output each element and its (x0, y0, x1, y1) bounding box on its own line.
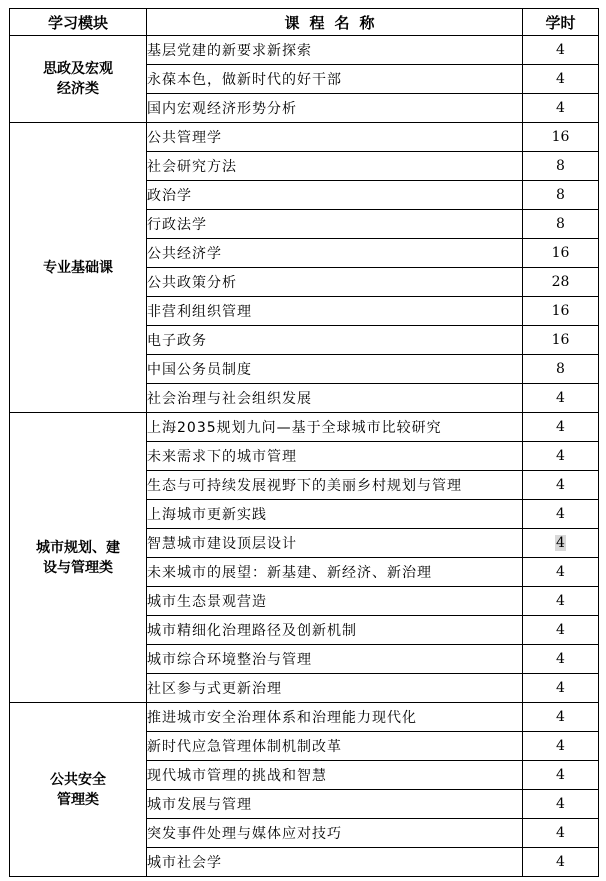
hours-value: 4 (556, 42, 565, 58)
hours-cell (523, 500, 599, 529)
hours-cell (523, 790, 599, 819)
hours-cell (523, 616, 599, 645)
module-cell (10, 36, 147, 123)
hours-value: 8 (556, 361, 565, 377)
course-name-cell: 永葆本色，做新时代的好干部 (147, 65, 523, 94)
module-name-line: 设与管理类 (43, 559, 113, 576)
course-name-cell: 公共管理学 (147, 123, 523, 152)
module-cell (10, 413, 147, 703)
hours-cell (523, 732, 599, 761)
course-name-cell: 上海城市更新实践 (147, 500, 523, 529)
hours-value: 4 (556, 419, 565, 435)
course-name-cell: 行政法学 (147, 210, 523, 239)
hours-value: 4 (556, 100, 565, 116)
hours-cell (523, 587, 599, 616)
course-name-cell: 城市精细化治理路径及创新机制 (147, 616, 523, 645)
course-name-cell: 公共政策分析 (147, 268, 523, 297)
course-name-cell: 电子政务 (147, 326, 523, 355)
table-body (10, 36, 599, 877)
hours-cell (523, 848, 599, 877)
hours-cell (523, 558, 599, 587)
hours-cell (523, 36, 599, 65)
hours-value: 4 (556, 506, 565, 522)
hours-value: 4 (556, 535, 565, 551)
hours-cell (523, 239, 599, 268)
hours-value: 4 (556, 622, 565, 638)
curriculum-table (9, 8, 599, 877)
course-name-cell: 城市综合环境整治与管理 (147, 645, 523, 674)
hours-value: 16 (551, 332, 570, 348)
hours-value: 4 (556, 767, 565, 783)
hours-value: 4 (556, 651, 565, 667)
hours-value: 4 (556, 738, 565, 754)
course-name-cell: 城市发展与管理 (147, 790, 523, 819)
course-name-cell: 政治学 (147, 181, 523, 210)
course-name-cell: 公共经济学 (147, 239, 523, 268)
hours-cell (523, 529, 599, 558)
module-cell (10, 123, 147, 413)
hours-cell (523, 268, 599, 297)
course-name-cell: 未来城市的展望：新基建、新经济、新治理 (147, 558, 523, 587)
hours-cell (523, 181, 599, 210)
hours-value: 4 (556, 448, 565, 464)
hours-value: 8 (556, 158, 565, 174)
hours-cell (523, 210, 599, 239)
hours-value: 4 (556, 477, 565, 493)
hours-cell (523, 65, 599, 94)
module-cell (10, 703, 147, 877)
course-name-cell: 社会研究方法 (147, 152, 523, 181)
hours-cell (523, 123, 599, 152)
hours-value: 4 (556, 796, 565, 812)
header-row (10, 9, 599, 36)
course-name-cell: 城市生态景观营造 (147, 587, 523, 616)
course-name-cell: 突发事件处理与媒体应对技巧 (147, 819, 523, 848)
hours-value: 4 (556, 390, 565, 406)
hours-cell (523, 384, 599, 413)
hours-value: 4 (556, 71, 565, 87)
hours-cell (523, 703, 599, 732)
hours-cell (523, 152, 599, 181)
header-module: 学习模块 (10, 9, 147, 36)
table-row (10, 703, 599, 732)
course-name-cell: 未来需求下的城市管理 (147, 442, 523, 471)
course-name-cell: 基层党建的新要求新探索 (147, 36, 523, 65)
course-name-cell: 社区参与式更新治理 (147, 674, 523, 703)
module-name-line: 公共安全 (50, 771, 106, 788)
course-name-cell: 国内宏观经济形势分析 (147, 94, 523, 123)
hours-value: 4 (556, 680, 565, 696)
module-name-line: 专业基础课 (43, 259, 113, 276)
course-name-cell: 上海2035规划九问—基于全球城市比较研究 (147, 413, 523, 442)
hours-cell (523, 645, 599, 674)
course-name-cell: 中国公务员制度 (147, 355, 523, 384)
course-name-cell: 现代城市管理的挑战和智慧 (147, 761, 523, 790)
hours-value: 4 (556, 564, 565, 580)
module-name-line: 城市规划、建 (36, 539, 120, 556)
header-hours: 学时 (523, 9, 599, 36)
course-name-cell: 非营利组织管理 (147, 297, 523, 326)
hours-value: 4 (556, 825, 565, 841)
hours-value: 16 (551, 303, 570, 319)
hours-cell (523, 413, 599, 442)
course-name-cell: 社会治理与社会组织发展 (147, 384, 523, 413)
module-name-line: 经济类 (57, 81, 99, 97)
hours-value: 4 (556, 593, 565, 609)
hours-value: 16 (551, 129, 570, 145)
hours-cell (523, 442, 599, 471)
course-name-cell: 智慧城市建设顶层设计 (147, 529, 523, 558)
hours-cell (523, 471, 599, 500)
hours-cell (523, 326, 599, 355)
table-row (10, 36, 599, 65)
table-row (10, 123, 599, 152)
hours-cell (523, 761, 599, 790)
header-course-name: 课程名称 (147, 9, 523, 36)
course-name-cell: 城市社会学 (147, 848, 523, 877)
hours-cell (523, 355, 599, 384)
table-row (10, 413, 599, 442)
hours-value: 4 (556, 854, 565, 870)
hours-value: 16 (551, 245, 570, 261)
hours-cell (523, 819, 599, 848)
course-name-cell: 推进城市安全治理体系和治理能力现代化 (147, 703, 523, 732)
module-name-line: 思政及宏观 (43, 61, 113, 77)
hours-value: 4 (556, 709, 565, 725)
hours-value: 28 (551, 274, 570, 290)
course-name-cell: 生态与可持续发展视野下的美丽乡村规划与管理 (147, 471, 523, 500)
hours-value: 8 (556, 187, 565, 203)
hours-value: 8 (556, 216, 565, 232)
course-name-cell: 新时代应急管理体制机制改革 (147, 732, 523, 761)
hours-cell (523, 674, 599, 703)
hours-cell (523, 297, 599, 326)
module-name-line: 管理类 (57, 791, 99, 808)
hours-cell (523, 94, 599, 123)
